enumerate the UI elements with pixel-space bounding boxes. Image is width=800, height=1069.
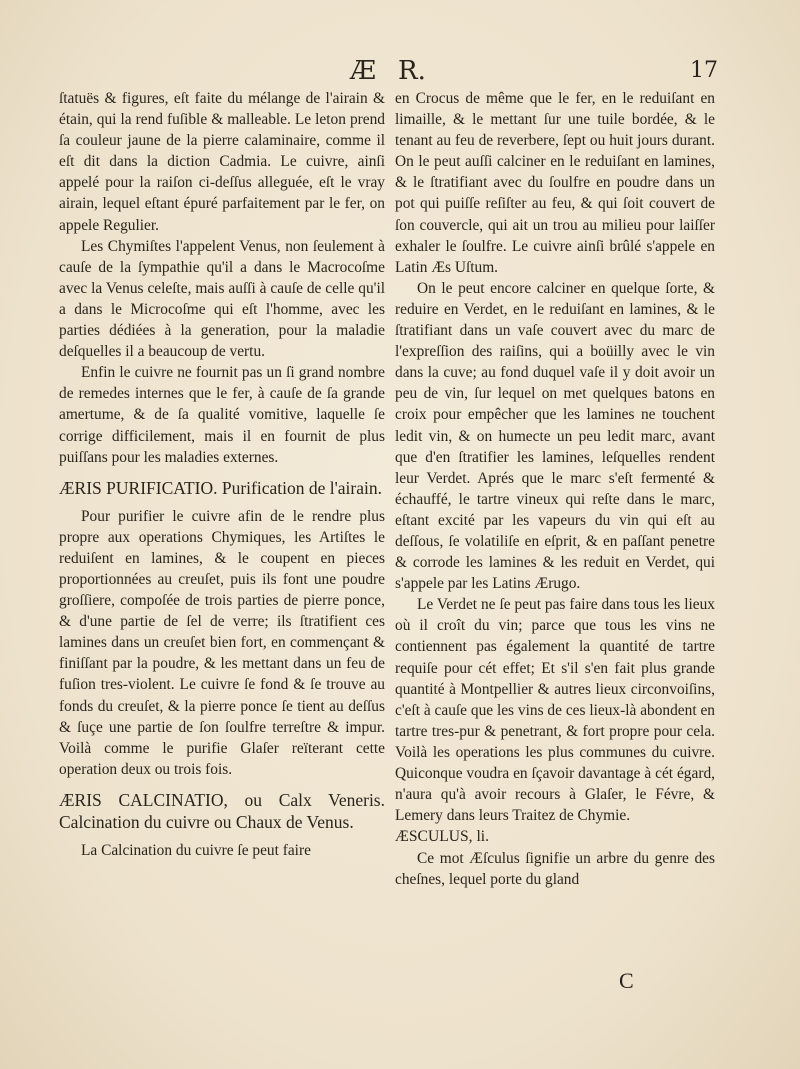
paragraph: Pour purifier le cuivre afin de le rendre plus propre aux operations Chymiques, les Artiſtes le reduiſent en lamines, & le coupent en pieces proportionnées au creuſet, puis ils font une poudre groſſiere, compoſée de trois parties de pierre ponce, & d'une partie de ſel de verre; ils ſtratifient ces lamines dans un creuſet bien fort, en commençant & finiſſant par la poudre, & les mettant dans un feu de fuſion tres-violent. Le cuivre ſe fond & ſe trouve au fonds du creuſet, & la pierre ponce ſe tient au deſſus & ſuçe une partie de ſon ſoulfre terreſtre & impur. Voilà comme le purifie Glaſer reïterant cette operation deux ou trois fois.	[59, 507, 385, 778]
paragraph: Les Chymiſtes l'appelent Venus, non ſeulement à cauſe de la ſympathie qu'il a dans le Macrocoſme avec la Venus celeſte, mais auſſi à cauſe de celle qu'il a dans le Microcoſme qui eſt l'homme, avec les parties dédiées à la generation, pour la maladie deſquelles il a beaucoup de vertu.	[59, 237, 385, 361]
right-column	[395, 88, 715, 890]
running-header	[0, 56, 800, 86]
left-column	[59, 88, 385, 861]
paragraph: en Crocus de même que le fer, en le reduiſant en limaille, & le mettant ſur une tuile bordée, & le tenant au feu de reverbere, ſept ou huit jours durant. On le peut auſſi calciner en le reduiſant en lamines, & le ſtratifiant avec du ſoulfre en poudre dans un pot qui puiſſe reſiſter au feu, & qui ſoit couvert de ſon couvercle, qui ait un trou au milieu pour laiſſer exhaler le ſoulfre. Le cuivre ainſi brûlé s'appele en Latin Æs Uſtum.	[395, 90, 715, 276]
section-heading: ÆRIS PURIFICATIO. Purification de l'airain.	[59, 477, 382, 498]
paragraph: On le peut encore calciner en quelque ſorte, & reduire en Verdet, en le reduiſant en lamines, & le ſtratifiant dans un vaſe couvert avec du marc de l'expreſſion des raiſins, qui a boüilly avec le vin dans la cuve; au fond duquel vaſe il y doit avoir un peu de vin, ſur lequel on met quelques batons en croix pour empêcher que les lamines ne touchent ledit vin, & on humecte un peu ledit marc, avant que d'en ſtratifier les lamines, leſquelles rendent leur Verdet. Aprés que le marc s'eſt fermenté & échauffé, le tartre vineux qui reſte dans le marc, eſtant excité par les vapeurs du vin qui eſt au deſſous, ſe volatiliſe en eſprit, & en paſſant penetre & corrode les lamines & les reduit en Verdet, qui s'appele par les Latins Ærugo.	[395, 279, 715, 593]
header-left: Æ	[350, 56, 378, 86]
header-right: R.	[398, 56, 426, 86]
paragraph: La Calcination du cuivre ſe peut faire	[81, 841, 311, 859]
paragraph: Ce mot Æſculus ſignifie un arbre du genre des cheſnes, lequel porte du gland	[395, 850, 715, 889]
page-number: 17	[690, 58, 718, 83]
section-heading: ÆRIS CALCINATIO, ou Calx Veneris. Calcination du cuivre ou Chaux de Venus.	[59, 789, 385, 832]
paragraph: Le Verdet ne ſe peut pas faire dans tous les lieux où il croît du vin; parce que tous les vins ne contiennent pas également la quantité de tartre requiſe pour cét effet; Et s'il s'en fait plus grande quantité à Montpellier & autres lieux circonvoiſins, c'eſt à cauſe que les vins de ces lieux-là abondent en tartre tres-pur & penetrant, & fort propre pour cela. Voilà les operations les plus communes du cuivre. Quiconque voudra en ſçavoir davantage à cét égard, n'aura qu'à avoir recours à Glaſer, le Févre, & Lemery dans leurs Traitez de Chymie.	[395, 596, 715, 825]
section-heading: ÆSCULUS, li.	[395, 828, 490, 846]
paragraph: ſtatuës & figures, eſt faite du mélange de l'airain & étain, qui la rend fuſible & malleable. Le leton prend ſa couleur jaune de la pierre calaminaire, comme il eſt dit dans la diction Cadmia. Le cuivre, ainſi appelé pour la raiſon ci-deſſus alleguée, eſt le vray airain, lequel eſtant épuré parfaitement par le fer, on appele Regulier.	[59, 90, 385, 234]
catchword: C	[619, 968, 634, 993]
paragraph: Enfin le cuivre ne fournit pas un ſi grand nombre de remedes internes que le fer, à cauſe de ſa grande amertume, & de ſa qualité vomitive, laquelle ſe corrige difficilement, mais il en fournit de plus puiſſans pour les maladies externes.	[59, 364, 385, 466]
